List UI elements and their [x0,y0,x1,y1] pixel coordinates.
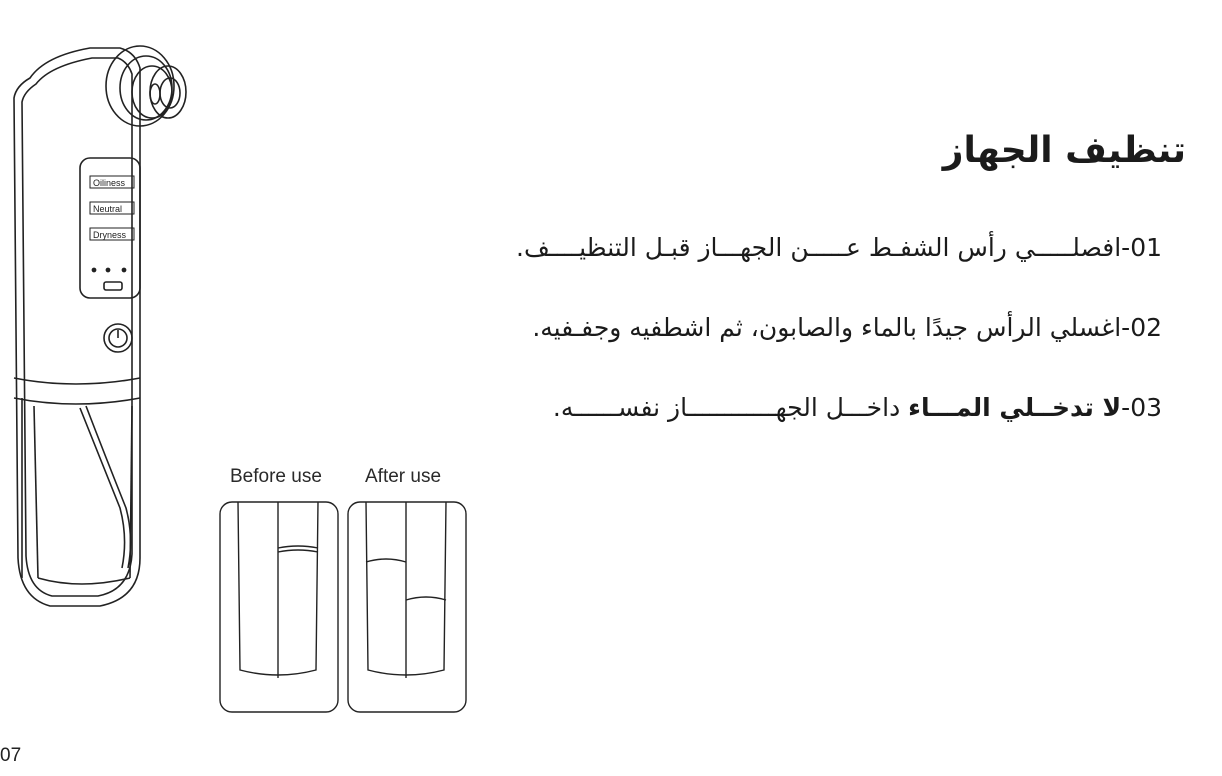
before-use-caption: Before use [230,466,322,487]
step-text: داخـــل الجهــــــــــــاز نفســــــه. [552,393,909,422]
after-use-caption: After use [365,466,442,487]
step-3 [262,388,1162,428]
before-after-tank-illustration [218,500,468,715]
page-title: تنظيف الجهاز [942,130,1186,171]
neutral-label: Neutral [93,204,123,214]
dryness-label: Dryness [93,230,127,240]
blackhead-remover-device-illustration [0,38,210,638]
step-text: افصلـــــي رأس الشفـط عـــــن الجهـــاز قبـل التنظيــــف. [516,233,1122,262]
step-bold-text: لا تدخــلي المـــاء [908,393,1122,422]
step-text: اغسلي الرأس جيدًا بالماء والصابون، ثم اشطفيه وجفـفيه. [532,313,1122,342]
step-2 [262,308,1162,348]
oiliness-label: Oiliness [93,178,126,188]
cleaning-steps [262,228,1162,468]
step-number: 02- [1121,313,1162,342]
step-number: 01- [1121,233,1162,262]
step-number: 03- [1121,393,1162,422]
page-number: 07 [0,745,22,766]
step-1 [262,228,1162,268]
